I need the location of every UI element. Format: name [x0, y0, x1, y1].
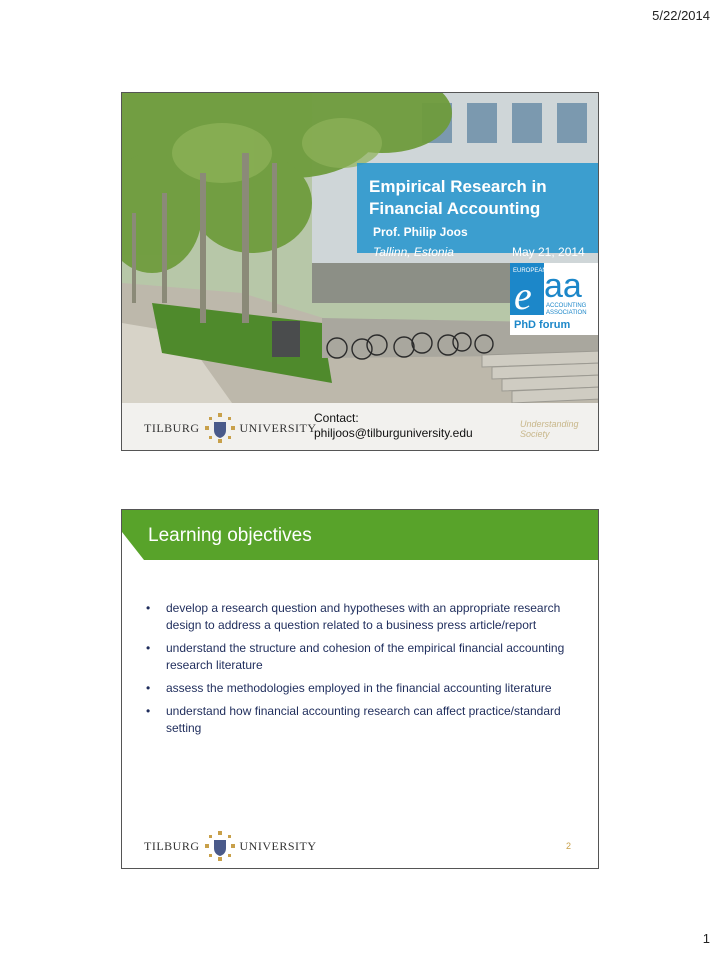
slide-page-number: 2: [566, 841, 572, 851]
eaa-aa-letters: aa: [544, 267, 582, 305]
eaa-sub2: ASSOCIATION: [546, 310, 587, 316]
eaa-mark-icon: [510, 263, 599, 319]
list-item: [146, 640, 566, 674]
event-date: May 21, 2014: [512, 245, 585, 259]
tilburg-logo: [144, 831, 317, 861]
logo-word-university: UNIVERSITY: [239, 838, 317, 853]
bullet-text: understand the structure and cohesion of the empirical financial accounting research literature: [166, 641, 565, 672]
contact-email[interactable]: philjoos@tilburguniversity.edu: [314, 426, 473, 440]
phd-forum-label: PhD forum: [514, 319, 571, 331]
page-number: 1: [702, 931, 710, 946]
page-date: 5/22/2014: [652, 8, 710, 23]
bullet: •: [146, 681, 151, 695]
tilburg-logo: [144, 413, 317, 443]
logo-word-tilburg: TILBURG: [144, 420, 200, 435]
bullet: •: [146, 704, 151, 718]
bullet: •: [146, 641, 151, 655]
bullet-text: understand how financial accounting research can affect practice/standard setting: [166, 704, 561, 735]
bullet-text: develop a research question and hypotheses with an appropriate research design to address a question related to a business press article/report: [166, 601, 561, 632]
objectives-list: [146, 600, 566, 743]
list-item: [146, 680, 566, 697]
crest-icon: [205, 413, 235, 443]
slide-title: Learning objectives: [148, 525, 312, 546]
eaa-top-text: EUROPEAN: [513, 268, 547, 274]
title-slide: [121, 92, 599, 451]
crest-icon: [205, 831, 235, 861]
objectives-slide: [121, 509, 599, 869]
bullet-text: assess the methodologies employed in the financial accounting literature: [166, 681, 552, 695]
author-name: Prof. Philip Joos: [373, 225, 468, 239]
list-item: [146, 600, 566, 634]
list-item: [146, 703, 566, 737]
tagline: Understanding Society: [520, 419, 579, 439]
slide-title: Empirical Research in Financial Accounting: [369, 177, 547, 218]
logo-word-tilburg: TILBURG: [144, 838, 200, 853]
event-location: Tallinn, Estonia: [373, 245, 454, 259]
eaa-sub1: ACCOUNTING: [546, 303, 587, 309]
contact-label: Contact:: [314, 411, 359, 425]
eaa-e-letter: e: [514, 273, 532, 318]
bullet: •: [146, 601, 151, 615]
logo-word-university: UNIVERSITY: [239, 420, 317, 435]
